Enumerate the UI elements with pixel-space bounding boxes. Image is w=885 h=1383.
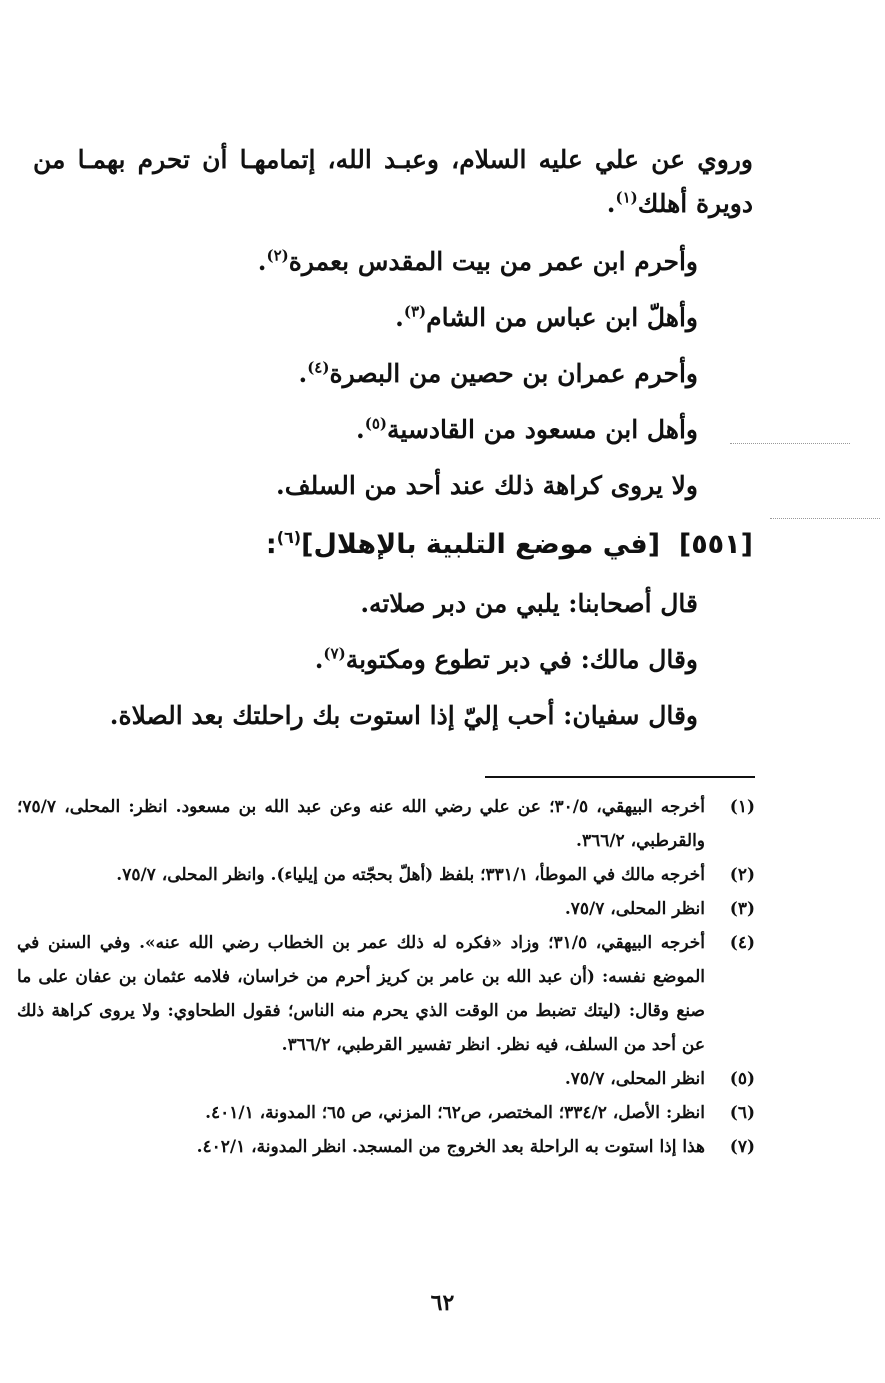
text-line	[33, 234, 753, 290]
footnote-number: (٣)	[729, 899, 755, 919]
section-heading	[33, 514, 753, 576]
footnote-ref: (١)	[615, 188, 638, 207]
footnote	[17, 892, 755, 926]
line-text: وأحرم عمران بن حصين من البصرة	[329, 359, 698, 388]
line-text: قال أصحابنا: يلبي من دبر صلاته.	[360, 589, 698, 618]
text-line	[33, 576, 753, 632]
period: .	[356, 415, 365, 444]
intro-text: وروي عن علي عليه السلام، وعبـد الله، إتمامهـا أن تحرم بهمـا من دويرة أهلك	[33, 145, 753, 218]
scan-artifact	[730, 443, 850, 444]
text-line	[33, 346, 753, 402]
footnote-text: انظر: الأصل، ٣٣٤/٢؛ المختصر، ص٦٢؛ المزني، ص ٦٥؛ المدونة، ٤٠١/١.	[205, 1103, 705, 1123]
section-number: [٥٥١]	[678, 529, 753, 560]
text-line	[33, 632, 753, 688]
section-title: [في موضع التلبية بالإهلال]	[301, 529, 661, 560]
text-line	[33, 402, 753, 458]
footnote-ref: (٢)	[266, 246, 289, 265]
period: .	[257, 247, 267, 276]
intro-paragraph	[33, 138, 753, 226]
footnote-ref: (٦)	[276, 528, 302, 547]
line-text: وقال سفيان: أحب إليّ إذا استوت بك راحلتك بعد الصلاة.	[109, 701, 698, 730]
footnote	[17, 790, 755, 858]
period: .	[606, 189, 616, 218]
footnote-text: أخرجه البيهقي، ٣٠/٥؛ عن علي رضي الله عنه وعن عبد الله بن مسعود. انظر: المحلى، ٧٥/٧؛ والقرطبي، ٣٦٦/٢.	[17, 797, 706, 851]
footnote-text: انظر المحلى، ٧٥/٧.	[564, 899, 705, 919]
line-text: ولا يروى كراهة ذلك عند أحد من السلف.	[276, 471, 698, 500]
text-line	[33, 688, 753, 744]
footnote-number: (٦)	[729, 1103, 755, 1123]
scan-artifact	[770, 518, 880, 519]
footnote-separator	[485, 776, 755, 778]
footnote	[17, 926, 755, 1062]
line-text: وقال مالك: في دبر تطوع ومكتوبة	[345, 645, 698, 674]
footnote-number: (٢)	[729, 865, 755, 885]
footnote	[17, 1096, 755, 1130]
footnote-ref: (٧)	[323, 644, 346, 663]
footnote-text: أخرجه مالك في الموطأ، ٣٣١/١؛ بلفظ (أهلّ بحجّته من إيلياء). وانظر المحلى، ٧٥/٧.	[116, 865, 705, 885]
line-text: وأهلّ ابن عباس من الشام	[426, 303, 698, 332]
footnote	[17, 858, 755, 892]
footnote-number: (٧)	[729, 1137, 755, 1157]
period: .	[298, 359, 308, 388]
text-line	[33, 290, 753, 346]
footnote	[17, 1062, 755, 1096]
main-text	[33, 138, 753, 744]
footnote	[17, 1130, 755, 1164]
footnote-text: انظر المحلى، ٧٥/٧.	[564, 1069, 705, 1089]
text-line	[33, 458, 753, 514]
footnotes	[17, 790, 755, 1164]
period: .	[395, 303, 404, 332]
colon: :	[265, 529, 277, 560]
footnote-ref: (٥)	[364, 414, 388, 433]
footnote-ref: (٤)	[307, 358, 330, 377]
footnote-ref: (٣)	[403, 302, 427, 321]
footnote-text: هذا إذا استوت به الراحلة بعد الخروج من المسجد. انظر المدونة، ٤٠٢/١.	[196, 1137, 705, 1157]
line-text: وأحرم ابن عمر من بيت المقدس بعمرة	[288, 247, 698, 276]
footnote-number: (٤)	[729, 933, 755, 953]
page-number: ٦٢	[430, 1290, 455, 1316]
footnote-number: (١)	[729, 797, 755, 817]
footnote-text: أخرجه البيهقي، ٣١/٥؛ وزاد «فكره له ذلك عمر بن الخطاب رضي الله عنه». وفي السنن في الموضع نفسه: (أن عبد الله بن عامر بن كريز أحرم من خراسان، فلامه عثمان بن عفان على ما صنع وقال: (ليتك تضبط من الوقت الذي يحرم منه الناس؛ فقول الطحاوي: ولا يروى كراهة ذلك عن أحد من السلف، فيه نظر. انظر تفسير القرطبي، ٣٦٦/٢.	[17, 933, 705, 1055]
line-text: وأهل ابن مسعود من القادسية	[387, 415, 698, 444]
period: .	[314, 645, 324, 674]
footnote-number: (٥)	[729, 1069, 755, 1089]
